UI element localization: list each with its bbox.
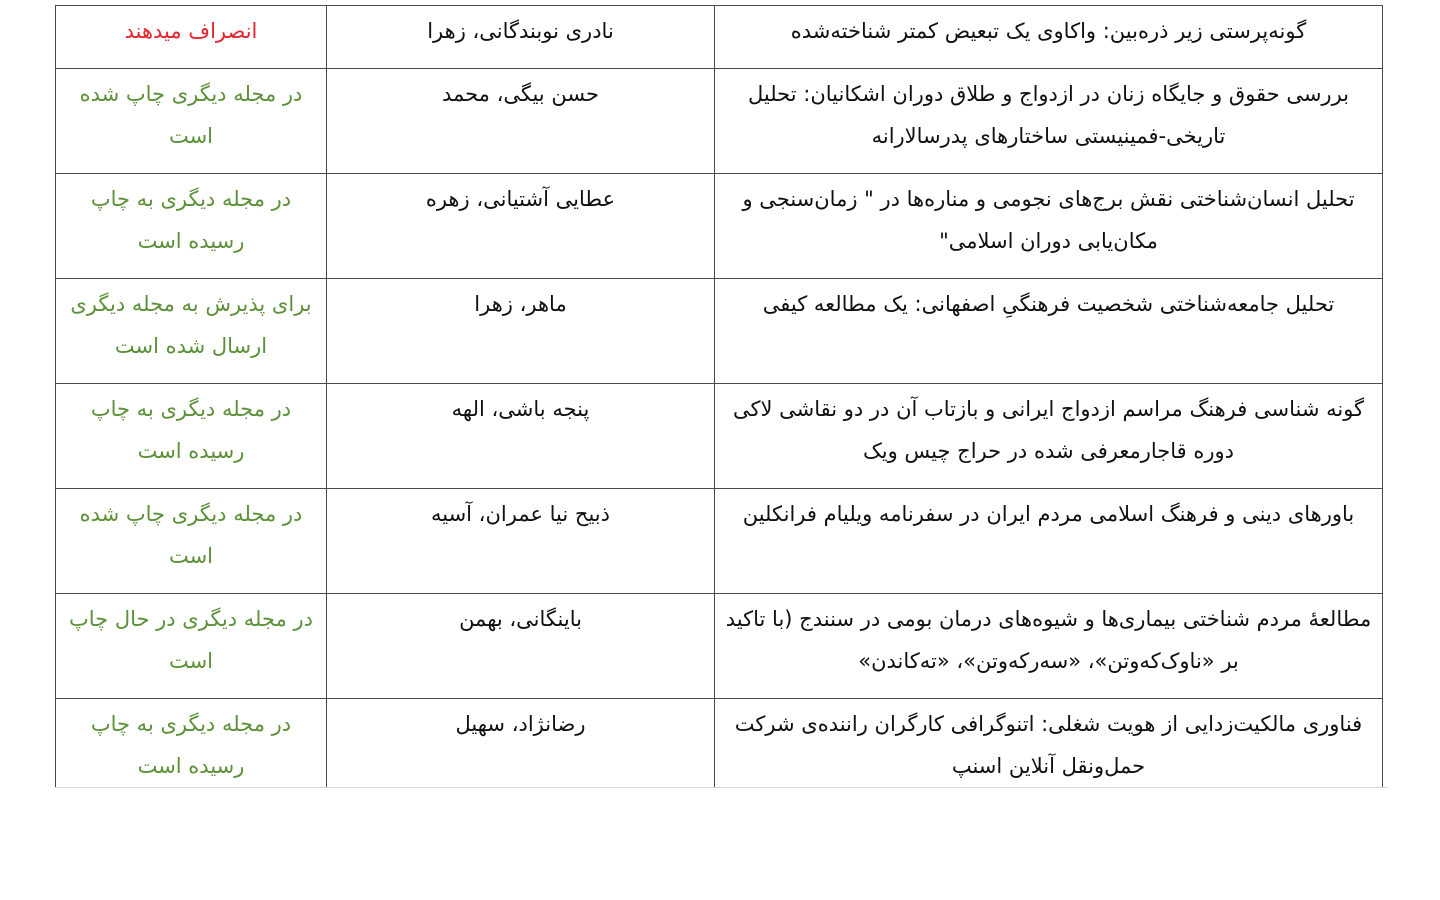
article-title-cell: مطالعۀ مردم شناختی بیماری‌ها و شیوه‌های درمان بومی در سنندج (با تاکید بر «ناوک‌کەوتن»، «سەرکەوتن»، «تەکاندن» bbox=[715, 594, 1383, 699]
table-row bbox=[56, 174, 1383, 279]
article-title-cell: تحلیل انسان‌شناختی نقش برج‌های نجومی و مناره‌ها در " زمان‌سنجی و مکان‌یابی دوران اسلامی" bbox=[715, 174, 1383, 279]
submissions-table bbox=[55, 5, 1383, 804]
table-row bbox=[56, 384, 1383, 489]
author-cell: رضانژاد، سهیل bbox=[327, 699, 715, 804]
article-title-cell: تحلیل جامعه‌شناختی شخصیت فرهنگیِ اصفهانی: یک مطالعه کیفی bbox=[715, 279, 1383, 384]
author-cell: ماهر، زهرا bbox=[327, 279, 715, 384]
page-cutoff bbox=[0, 788, 1440, 900]
status-cell: در مجله دیگری چاپ شده است bbox=[56, 489, 327, 594]
author-cell: حسن بیگی، محمد bbox=[327, 69, 715, 174]
article-title-cell: باورهای دینی و فرهنگ اسلامی مردم ایران در سفرنامه ویلیام فرانکلین bbox=[715, 489, 1383, 594]
author-cell: نادری نوبندگانی، زهرا bbox=[327, 6, 715, 69]
status-cell: در مجله دیگری به چاپ رسیده است bbox=[56, 699, 327, 804]
status-cell: در مجله دیگری چاپ شده است bbox=[56, 69, 327, 174]
table-row bbox=[56, 594, 1383, 699]
author-cell: پنجه باشی، الهه bbox=[327, 384, 715, 489]
article-title-cell: بررسی حقوق و جایگاه زنان در ازدواج و طلاق دوران اشکانیان: تحلیل تاریخی-فمینیستی ساختارهای پدرسالارانه bbox=[715, 69, 1383, 174]
table-row bbox=[56, 489, 1383, 594]
status-cell: در مجله دیگری در حال چاپ است bbox=[56, 594, 327, 699]
status-cell: در مجله دیگری به چاپ رسیده است bbox=[56, 174, 327, 279]
article-title-cell: گونه شناسی فرهنگ مراسم ازدواج ایرانی و بازتاب آن در دو نقاشی لاکی دوره قاجارمعرفی شده در حراج چیس ویک bbox=[715, 384, 1383, 489]
author-cell: باینگانی، بهمن bbox=[327, 594, 715, 699]
table-row bbox=[56, 279, 1383, 384]
table-row bbox=[56, 6, 1383, 69]
status-cell: انصراف میدهند bbox=[56, 6, 327, 69]
article-title-cell: فناوری مالکیت‌زدایی از هویت شغلی: اتنوگرافی کارگران راننده‌ی شرکت حمل‌ونقل آنلاین اسنپ bbox=[715, 699, 1383, 804]
author-cell: عطایی آشتیانی، زهره bbox=[327, 174, 715, 279]
article-title-cell: گونه‌پرستی زیر ذره‌بین: واکاوی یک تبعیض کمتر شناخته‌شده bbox=[715, 6, 1383, 69]
page-cutoff-line bbox=[55, 787, 1388, 788]
status-cell: برای پذیرش به مجله دیگری ارسال شده است bbox=[56, 279, 327, 384]
status-cell: در مجله دیگری به چاپ رسیده است bbox=[56, 384, 327, 489]
author-cell: ذبیح نیا عمران، آسیه bbox=[327, 489, 715, 594]
table-row bbox=[56, 69, 1383, 174]
